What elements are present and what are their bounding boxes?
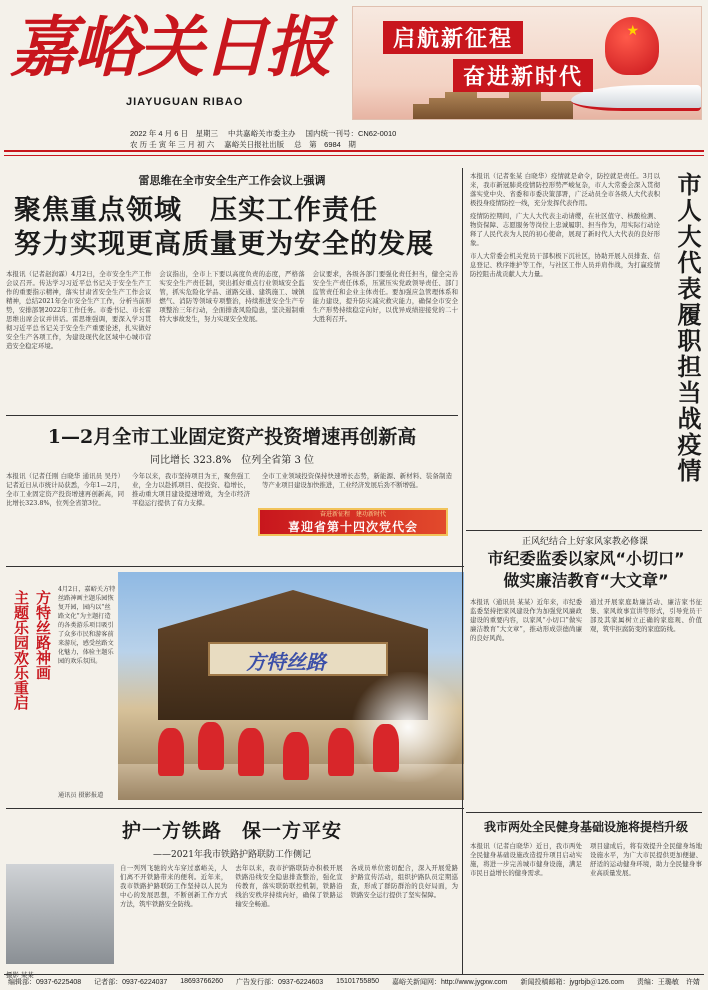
date-line: 2022 年 4 月 6 日 星期三 (130, 129, 218, 138)
discipline-col-1: 本报讯（通讯员 某某）近年来，市纪委监委坚持把家风建设作为加强党风廉政建设的重要内容，以家风“小切口”做实廉洁教育“大文章”，推动形成崇德尚廉的良好风尚。 (470, 598, 582, 642)
masthead (0, 0, 708, 168)
footer-email[interactable]: 新闻投稿邮箱：jygrbjb＠126.com (520, 978, 624, 986)
masthead-rule (4, 150, 704, 152)
photo-caption-title-2: 方特丝路神画 (34, 590, 52, 680)
dancer-figure (328, 728, 354, 776)
rail-photo (6, 864, 114, 964)
industry-col-2: 今年以来，我市坚持项目为王，聚焦强工业，全力以赴抓项目、促投资、稳增长，推动重大项目建设提速增效，为全市经济平稳运行提供了有力支撑。 (132, 472, 250, 507)
theme-park-photo[interactable] (118, 572, 464, 800)
footer-editor: 责编：王璐敏 许婧 (636, 978, 700, 986)
party-banner-big: 喜迎省第十四次党代会 (287, 520, 418, 534)
discipline-headline-1: 市纪委监委以家风“小切口” (487, 549, 685, 568)
divider (6, 808, 464, 809)
fitness-col-1: 本报讯（记者白晓华）近日，我市两处全民健身基础设施改造提升项目启动实施，将进一步完善城市健身设施，满足市民日益增长的健身需求。 (470, 842, 582, 877)
sponsor: 中共嘉峪关市委主办 (227, 129, 296, 138)
divider (466, 530, 702, 531)
footer-reporter-dept: 记者部：0937-6224037 (94, 978, 168, 986)
photo-caption-title (8, 590, 32, 710)
dancer-figure (158, 728, 184, 776)
issue-number: 总 第 6984 期 (294, 140, 356, 149)
industry-col-3: 全市工业领域投资保持快速增长态势，新能源、新材料、装备制造等产业项目建设加快推进，工业经济发展后劲不断增强。 (262, 472, 452, 489)
lead-col-2: 会议指出，全市上下要以高度负责的态度，严格落实安全生产责任制，突出抓好重点行业领域安全监管，抓实危险化学品、道路交通、建筑施工、城镇燃气、消防等领域专项整治，持续推进安全生产专项整治三年行动，全面排查风险隐患，坚决遏制重特大事故发生，努力实现安全发展。 (159, 270, 305, 323)
npc-body-1: 本报讯（记者张某 白晓华）疫情就是命令，防控就是责任。3月以来，我市新冠肺炎疫情防控形势严峻复杂，市人大常委会深入贯彻落实党中央、省委和市委决策部署，广泛动员全市各级人大代表积极投身疫情防控一线，充分发挥代表作用。 (470, 172, 660, 207)
industry-body (6, 472, 250, 562)
divider (466, 812, 702, 813)
party-banner-small: 奋进新征程 建功新时代 (319, 511, 386, 518)
rail-body (120, 864, 458, 974)
rail-headline: 护一方铁路 保一方平安 (121, 820, 342, 842)
footer-hotline: 18693766260 (180, 978, 224, 985)
rail-subheadline: ——2021年我市铁路护路联防工作侧记 (153, 850, 311, 860)
footer (4, 974, 704, 988)
divider (6, 566, 464, 567)
slogan-banner (352, 6, 702, 120)
lead-story[interactable] (6, 168, 458, 402)
npc-body-3: 市人大常委会机关党员干部积极下沉社区，协助开展人员排查、信息登记、秩序维护等工作，与社区工作人员并肩作战，为打赢疫情防控阻击战贡献人大力量。 (470, 252, 660, 278)
fitness-col-2: 项目建成后，将有效提升全民健身场地设施水平，为广大市民提供更加便捷、舒适的运动健身环境，助力全民健身事业高质量发展。 (590, 842, 702, 877)
rail-col-3: 各成员单位密切配合，深入开展爱路护路宣传活动，组织护路队员定期巡查，形成了群防群治的良好局面，为铁路安全运行提供了坚实保障。 (350, 864, 458, 899)
photo-caption-text: 4月2日，嘉峪关方特丝路神画主题乐园恢复开园，园内以“丝路文化”为主题打造的各类游乐项目吸引了众多市民和游客前来游玩，感受丝路文化魅力，体验主题乐园的欢乐氛围。 (58, 586, 116, 665)
dancer-figure (283, 732, 309, 780)
lead-headline-1: 聚焦重点领域 压实工作责任 (14, 195, 378, 226)
lead-kicker: 雷思维在全市安全生产工作会议上强调 (138, 174, 326, 187)
footer-website[interactable]: 嘉峪关新闻网：http://www.jygxw.com (391, 978, 508, 986)
banner-line-1: 启航新征程 (383, 21, 523, 54)
discipline-col-2: 通过开展家庭助廉活动、廉洁家书征集、家风故事宣讲等形式，引导党员干部及其家属树立正确的家庭观、价值观，筑牢拒腐防变的家庭防线。 (590, 598, 702, 633)
footer-editor-dept: 编辑部：0937-6225408 (8, 978, 82, 986)
rail-col-2: 去年以来，我市护路联防办积极开展铁路沿线安全隐患排查整治，强化宣传教育，落实联防联控机制，铁路沿线治安秩序持续向好，确保了铁路运输安全畅通。 (235, 864, 343, 908)
rail-photo-credit: 摄影 某某 (6, 971, 34, 979)
discipline-body (470, 598, 702, 808)
issue-info (130, 128, 396, 150)
lead-col-1: 本报讯（记者赵润霖）4月2日，全市安全生产工作会议召开。传达学习习近平总书记关于安全生产工作的重要指示精神，落实甘肃省安全生产工作会议精神，总结2021年全市安全生产工作，分析当前形势，安排部署2022年工作任务。市委书记、市长雷思维出席会议并讲话。雷思维强调，要深入学习贯彻习近平总书记关于安全生产重要论述，扎实做好安全生产各项工作，为建设现代化区域中心城市营造安全稳定环境。 (6, 270, 152, 350)
rail-col-1: 自一列列飞驰的火车穿过嘉峪关，人们离不开铁路带来的便利。近年来，我市铁路护路联防工作坚持以人民为中心的发展思想，不断创新工作方式方法，筑牢铁路安全防线。 (120, 864, 228, 908)
banner-line-2: 奋进新时代 (453, 59, 593, 92)
dancer-figure (238, 728, 264, 776)
lunar-line: 农 历 壬 寅 年 三 月 初 六 (130, 140, 215, 149)
park-sign-text: 方特丝路 (246, 650, 326, 674)
lead-col-3: 会议要求，各级各部门要强化责任担当，健全完善安全生产责任体系，压紧压实党政领导责任、部门监管责任和企业主体责任。要加强应急管理体系和能力建设，提升防灾减灾救灾能力，确保全市安全生产形势持续稳定向好，以优异成绩迎接党的二十大胜利召开。 (312, 270, 458, 323)
dancer-figure (373, 724, 399, 772)
photo-caption-title-1: 主题乐园欢乐重启 (12, 590, 30, 710)
newspaper-title: 嘉峪关日报 (10, 8, 330, 86)
industry-subheadline: 同比增长 323.8% 位列全省第 3 位 (149, 455, 315, 466)
npc-vertical-headline: 市人大代表履职担当战疫情 (673, 172, 701, 484)
npc-body-2: 疫情防控期间，广大人大代表主动请缨，在社区值守、核酸检测、物资保障、志愿服务等岗位上忠诚履职、担当作为，用实际行动诠释了人民代表为人民的初心使命，展现了新时代人大代表的良好形象。 (470, 212, 660, 247)
cn-code: 国内统一刊号：CN62-0010 (305, 129, 397, 138)
footer-ads: 广告发行部：0937-6224603 (236, 978, 324, 986)
city-wall-illustration (413, 89, 573, 119)
lead-body (6, 270, 458, 402)
publisher: 嘉峪关日报社出版 (224, 140, 285, 149)
lead-headline-2: 努力实现更高质量更为安全的发展 (14, 229, 434, 260)
fitness-headline: 我市两处全民健身基础设施将提档升级 (483, 820, 688, 834)
npc-story[interactable] (470, 172, 660, 279)
fitness-body (470, 842, 702, 968)
footer-ads-mobile: 15101755850 (336, 978, 379, 985)
rail-story[interactable] (6, 816, 458, 979)
industry-headline: 1—2月全市工业固定资产投资增速再创新高 (47, 426, 417, 448)
masthead-rule-thin (4, 155, 704, 156)
discipline-headline (470, 548, 702, 592)
star-icon: ★ (626, 23, 639, 39)
dancer-figure (198, 722, 224, 770)
party-congress-banner (258, 508, 448, 536)
smoke-effect (348, 672, 464, 782)
divider (6, 415, 458, 416)
discipline-kicker: 正风纪结合上好家风家教必修课 (521, 537, 648, 547)
column-divider (462, 168, 463, 974)
photo-caption-title-b (30, 590, 54, 680)
discipline-headline-2: 做实廉洁教育“大文章” (503, 571, 669, 590)
industry-story[interactable] (6, 422, 458, 562)
newspaper-pinyin: JIAYUGUAN RIBAO (126, 96, 244, 108)
photo-credit: 通讯员 摄影报道 (58, 792, 104, 799)
industry-col-1: 本报讯（记者任刚 白晓华 通讯员 吴丹）记者近日从市统计局获悉，今年1—2月，全市工业固定资产投资增速再创新高，同比增长323.8%，位列全省第3位。 (6, 472, 124, 507)
